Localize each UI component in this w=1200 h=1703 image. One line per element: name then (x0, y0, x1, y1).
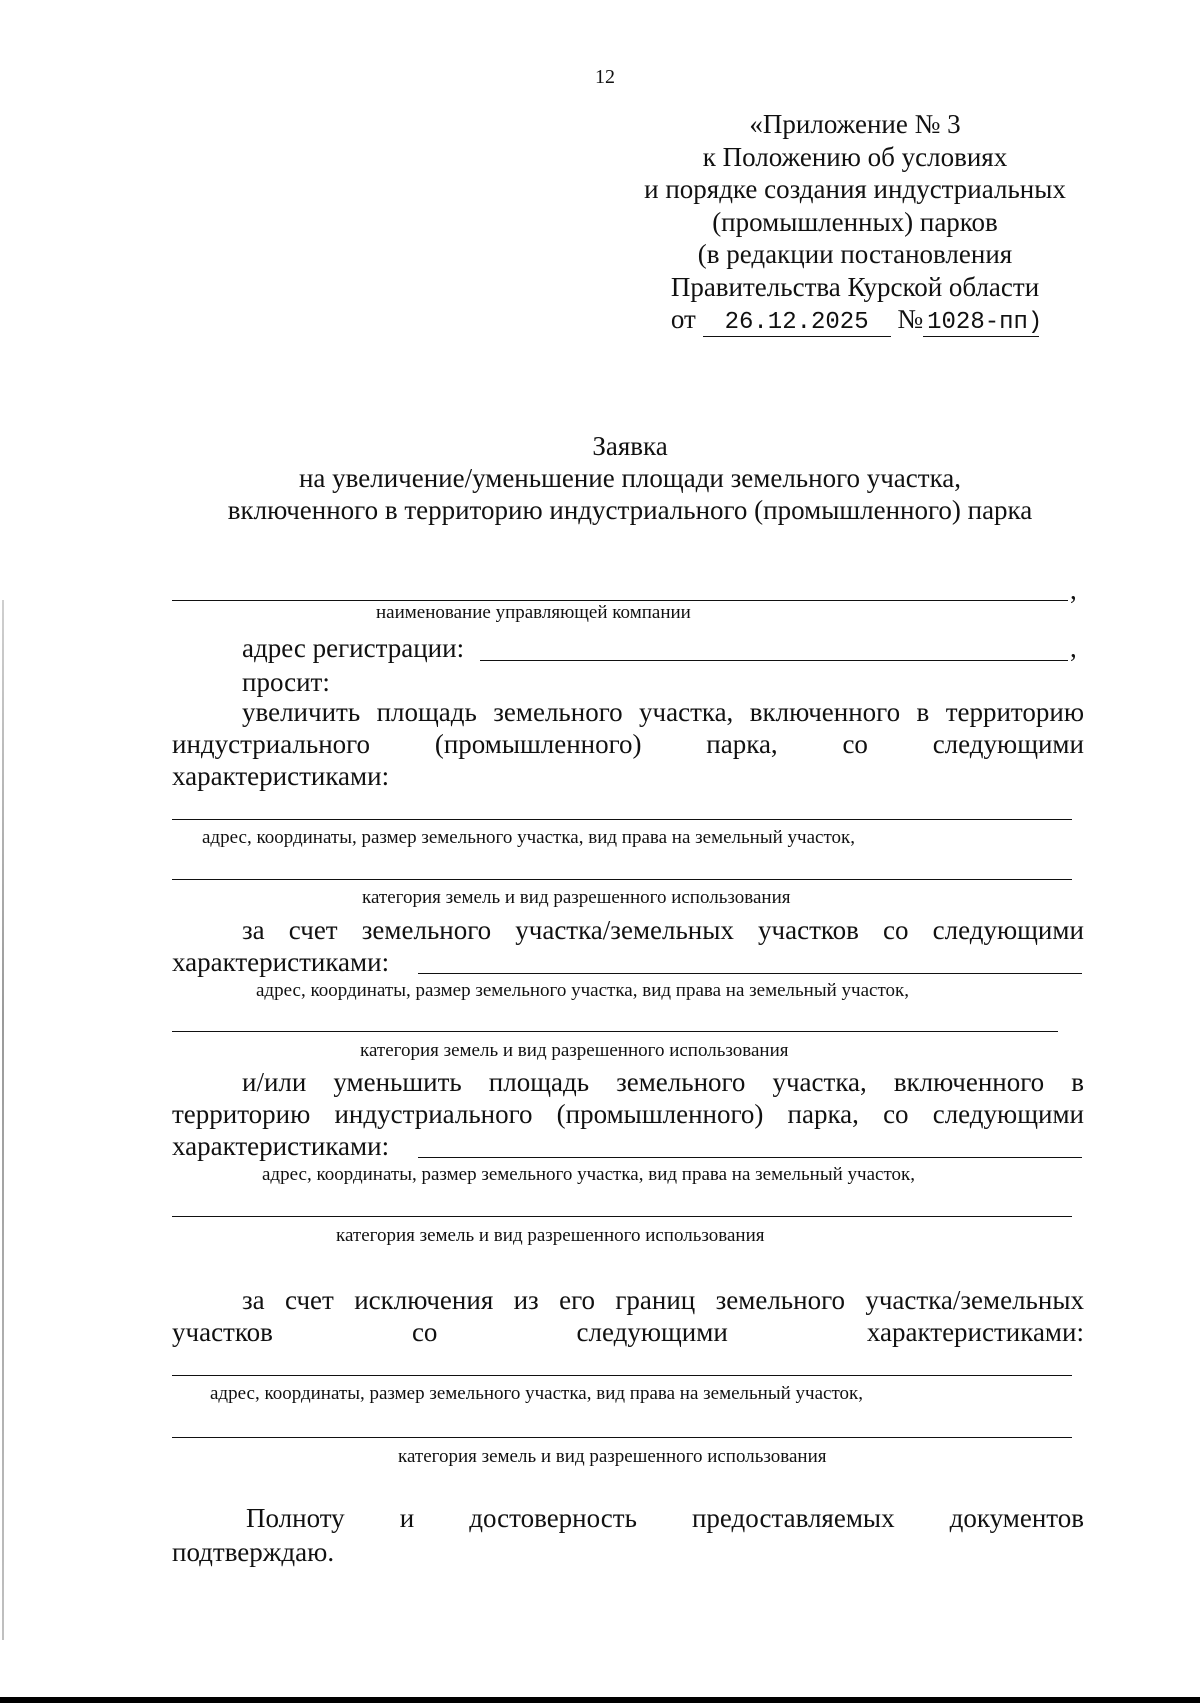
scan-bottom-border (0, 1697, 1200, 1703)
appendix-header (600, 108, 1110, 337)
exclude-category-line[interactable] (172, 1437, 1072, 1438)
appendix-line: Правительства Курской области (670, 271, 1040, 302)
word: счет (285, 1285, 334, 1315)
resolution-date: 26.12.2025 (703, 310, 891, 337)
word: площадь (376, 697, 477, 727)
word: за (242, 915, 265, 945)
appendix-line: (в редакции постановления (697, 239, 1013, 269)
hint-category: категория земель и вид разрешенного использования (398, 1446, 827, 1467)
source-line-1 (242, 914, 1084, 946)
resolution-row (600, 303, 1110, 337)
word: предоставляемых (691, 1503, 895, 1533)
word: площадь (488, 1067, 590, 1097)
company-name-hint: наименование управляющей компании (376, 602, 691, 623)
address-line[interactable] (480, 660, 1068, 661)
word: следующими (576, 1317, 728, 1347)
page-number: 12 (595, 66, 615, 88)
word: парка, (787, 1099, 859, 1129)
word: земельного (493, 697, 623, 727)
hint-address: адрес, координаты, размер земельного участка, вид права на земельный участок, (202, 827, 855, 848)
hint-address: адрес, координаты, размер земельного участка, вид права на земельный участок, (210, 1383, 863, 1404)
word: следующими (932, 729, 1084, 759)
hint-address: адрес, координаты, размер земельного участка, вид права на земельный участок, (262, 1164, 915, 1185)
word: характеристиками: (866, 1317, 1084, 1347)
increase-address-line[interactable] (172, 819, 1072, 820)
word: со (883, 915, 909, 945)
date-prefix: от (670, 304, 696, 334)
word: следующими (932, 1099, 1084, 1129)
word: участков (758, 915, 859, 945)
word: со (883, 1099, 909, 1129)
hint-category: категория земель и вид разрешенного использования (360, 1040, 789, 1061)
increase-line-1 (242, 696, 1084, 728)
exclude-address-line[interactable] (172, 1375, 1072, 1376)
address-label: адрес регистрации: (242, 633, 465, 663)
exclude-line-1 (242, 1284, 1084, 1316)
word: включенного (893, 1067, 1045, 1097)
appendix-line: (промышленных) парков (712, 206, 998, 237)
word: парка, (706, 729, 778, 759)
confirm-line-1 (246, 1502, 1084, 1534)
word: границ (615, 1285, 696, 1315)
word: достоверность (469, 1503, 637, 1533)
characteristics-label: характеристиками: (172, 947, 390, 977)
word: (промышленного) (434, 729, 642, 759)
hint-address: адрес, координаты, размер земельного участка, вид права на земельный участок, (256, 980, 909, 1001)
characteristics-label: характеристиками: (172, 1131, 390, 1161)
word: земельного (715, 1285, 845, 1315)
word: (промышленного) (556, 1099, 764, 1129)
word: участка, (639, 697, 734, 727)
title-line: на увеличение/уменьшение площади земельного участка, (298, 463, 962, 493)
word: участков (172, 1317, 273, 1347)
document-title (170, 430, 1090, 526)
word: земельного (361, 915, 492, 945)
decrease-line-1 (242, 1066, 1084, 1098)
word: из (513, 1285, 539, 1315)
scan-edge-line (2, 600, 4, 1640)
comma: , (1070, 633, 1077, 663)
word: включенного (749, 697, 901, 727)
comma: , (1070, 575, 1077, 605)
appendix-line: «Приложение № 3 (749, 109, 961, 139)
decrease-address-line[interactable] (418, 1157, 1082, 1158)
word: в (916, 697, 930, 727)
word: документов (949, 1503, 1084, 1533)
source-category-line[interactable] (172, 1031, 1058, 1032)
resolution-number: 1028-пп) (923, 310, 1039, 337)
word: со (411, 1317, 438, 1347)
word: его (559, 1285, 595, 1315)
word: участка/земельных (515, 915, 734, 945)
increase-line-2 (172, 728, 1084, 760)
appendix-line: к Положению об условиях (702, 141, 1008, 172)
increase-category-line[interactable] (172, 879, 1072, 880)
company-name-line[interactable] (172, 600, 1068, 601)
characteristics-label: характеристиками: (172, 761, 390, 791)
confirm-line-2: подтверждаю. (172, 1537, 335, 1567)
word: и/или (242, 1067, 307, 1097)
word: следующими (932, 915, 1084, 945)
number-prefix: № (897, 304, 924, 334)
title-line: Заявка (592, 431, 668, 461)
word: индустриального (172, 729, 371, 759)
word: участка/земельных (865, 1285, 1084, 1315)
exclude-line-2 (172, 1316, 1084, 1348)
word: в (1071, 1067, 1084, 1097)
word: земельного (616, 1067, 746, 1097)
hint-category: категория земель и вид разрешенного использования (362, 887, 791, 908)
decrease-line-2 (172, 1098, 1084, 1130)
word: индустриального (334, 1099, 533, 1129)
hint-category: категория земель и вид разрешенного использования (336, 1225, 765, 1246)
word: территорию (945, 697, 1084, 727)
source-address-line[interactable] (418, 973, 1082, 974)
word: исключения (354, 1285, 494, 1315)
word: и (399, 1503, 415, 1533)
word: территорию (172, 1099, 311, 1129)
appendix-line: и порядке создания индустриальных (644, 174, 1066, 204)
word: уменьшить (333, 1067, 462, 1097)
decrease-category-line[interactable] (172, 1216, 1072, 1217)
word: Полноту (246, 1503, 345, 1533)
word: участка, (772, 1067, 867, 1097)
word: со (842, 729, 868, 759)
requests-label: просит: (242, 667, 330, 697)
word: счет (288, 915, 338, 945)
word: за (242, 1285, 265, 1315)
title-line: включенного в территорию индустриального (промышленного) парка (227, 495, 1033, 525)
word: увеличить (242, 697, 361, 727)
